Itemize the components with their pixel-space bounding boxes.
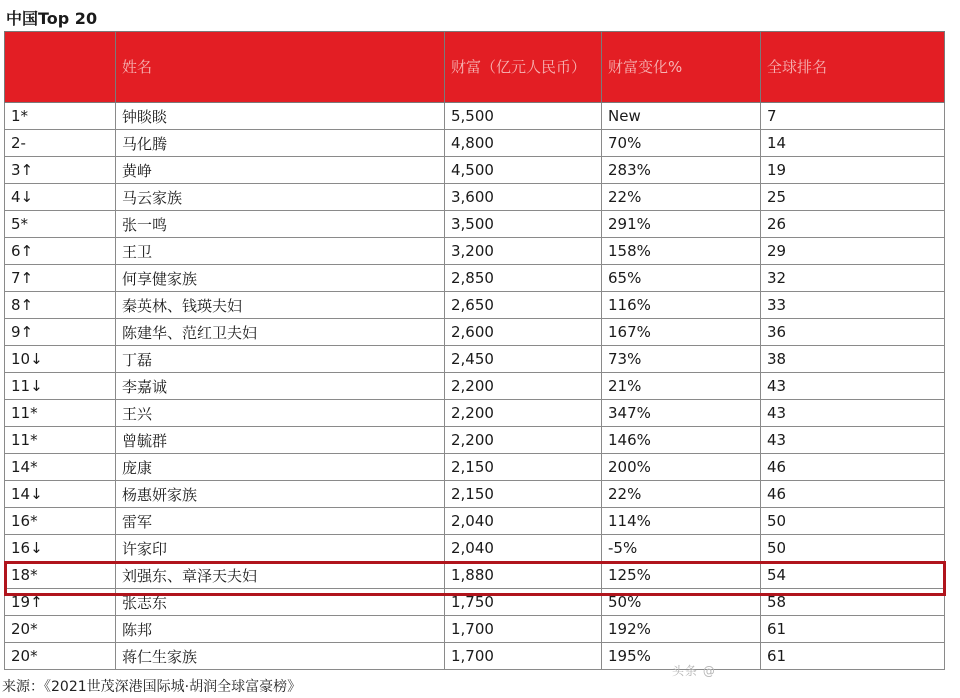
cell-rank: 6↑ (5, 238, 116, 265)
header-name: 姓名 (116, 32, 445, 103)
rich-list-table (4, 31, 945, 670)
cell-wealth-change: 114% (602, 508, 761, 535)
table-row (5, 589, 945, 616)
cell-name: 王兴 (116, 400, 445, 427)
watermark: 头条 @ (672, 664, 716, 678)
cell-wealth-change: 70% (602, 130, 761, 157)
cell-wealth-change: 195% (602, 643, 761, 670)
cell-rank: 10↓ (5, 346, 116, 373)
source-note: 来源：《2021世茂深港国际城·胡润全球富豪榜》 (2, 679, 302, 695)
table-row (5, 157, 945, 184)
table-title: 中国Top 20 (6, 9, 98, 28)
cell-rank: 20* (5, 616, 116, 643)
cell-wealth: 2,040 (445, 508, 602, 535)
cell-name: 庞康 (116, 454, 445, 481)
cell-wealth-change: 192% (602, 616, 761, 643)
cell-global-rank: 50 (761, 535, 945, 562)
cell-name: 张志东 (116, 589, 445, 616)
cell-name: 张一鸣 (116, 211, 445, 238)
table-row (5, 346, 945, 373)
cell-rank: 14↓ (5, 481, 116, 508)
cell-name: 陈建华、范红卫夫妇 (116, 319, 445, 346)
cell-name: 何享健家族 (116, 265, 445, 292)
cell-wealth: 4,800 (445, 130, 602, 157)
cell-name: 曾毓群 (116, 427, 445, 454)
cell-name: 李嘉诚 (116, 373, 445, 400)
cell-name: 陈邦 (116, 616, 445, 643)
cell-rank: 16↓ (5, 535, 116, 562)
cell-name: 黄峥 (116, 157, 445, 184)
cell-global-rank: 26 (761, 211, 945, 238)
table-row (5, 508, 945, 535)
cell-global-rank: 46 (761, 454, 945, 481)
cell-rank: 4↓ (5, 184, 116, 211)
cell-wealth: 2,150 (445, 454, 602, 481)
cell-wealth: 1,880 (445, 562, 602, 589)
table-row (5, 481, 945, 508)
header-row (5, 32, 945, 103)
cell-name: 刘强东、章泽天夫妇 (116, 562, 445, 589)
cell-global-rank: 54 (761, 562, 945, 589)
cell-wealth: 2,150 (445, 481, 602, 508)
cell-wealth: 1,700 (445, 616, 602, 643)
table-row (5, 211, 945, 238)
cell-global-rank: 25 (761, 184, 945, 211)
cell-rank: 14* (5, 454, 116, 481)
cell-global-rank: 38 (761, 346, 945, 373)
cell-global-rank: 36 (761, 319, 945, 346)
cell-global-rank: 19 (761, 157, 945, 184)
cell-wealth: 2,600 (445, 319, 602, 346)
cell-global-rank: 43 (761, 427, 945, 454)
cell-wealth-change: 73% (602, 346, 761, 373)
cell-wealth-change: 65% (602, 265, 761, 292)
cell-rank: 9↑ (5, 319, 116, 346)
cell-name: 钟睒睒 (116, 103, 445, 130)
cell-wealth: 2,040 (445, 535, 602, 562)
cell-global-rank: 46 (761, 481, 945, 508)
cell-wealth: 1,750 (445, 589, 602, 616)
cell-name: 杨惠妍家族 (116, 481, 445, 508)
cell-name: 雷军 (116, 508, 445, 535)
cell-wealth-change: 50% (602, 589, 761, 616)
cell-name: 秦英林、钱瑛夫妇 (116, 292, 445, 319)
cell-rank: 11* (5, 400, 116, 427)
cell-rank: 3↑ (5, 157, 116, 184)
cell-rank: 2- (5, 130, 116, 157)
cell-rank: 20* (5, 643, 116, 670)
cell-wealth: 5,500 (445, 103, 602, 130)
cell-wealth: 3,600 (445, 184, 602, 211)
cell-rank: 19↑ (5, 589, 116, 616)
cell-name: 蒋仁生家族 (116, 643, 445, 670)
cell-wealth: 4,500 (445, 157, 602, 184)
header-wealth-change: 财富变化% (602, 32, 761, 103)
cell-rank: 8↑ (5, 292, 116, 319)
cell-wealth: 2,850 (445, 265, 602, 292)
cell-rank: 18* (5, 562, 116, 589)
cell-rank: 1* (5, 103, 116, 130)
table-row (5, 427, 945, 454)
table-row (5, 292, 945, 319)
cell-wealth: 2,200 (445, 373, 602, 400)
header-rank (5, 32, 116, 103)
cell-rank: 11* (5, 427, 116, 454)
cell-name: 马云家族 (116, 184, 445, 211)
cell-wealth-change: 21% (602, 373, 761, 400)
cell-wealth-change: 116% (602, 292, 761, 319)
cell-wealth: 2,200 (445, 427, 602, 454)
cell-global-rank: 7 (761, 103, 945, 130)
table-row (5, 265, 945, 292)
cell-wealth: 2,200 (445, 400, 602, 427)
cell-global-rank: 61 (761, 616, 945, 643)
table-row (5, 535, 945, 562)
table-row (5, 103, 945, 130)
cell-name: 王卫 (116, 238, 445, 265)
cell-name: 许家印 (116, 535, 445, 562)
header-wealth: 财富（亿元人民币） (445, 32, 602, 103)
cell-rank: 5* (5, 211, 116, 238)
cell-wealth: 3,200 (445, 238, 602, 265)
cell-wealth: 2,650 (445, 292, 602, 319)
cell-wealth-change: 200% (602, 454, 761, 481)
table-row (5, 562, 945, 589)
table-row (5, 400, 945, 427)
cell-wealth-change: 283% (602, 157, 761, 184)
cell-wealth-change: 291% (602, 211, 761, 238)
table-row (5, 184, 945, 211)
cell-wealth-change: 146% (602, 427, 761, 454)
table-row (5, 643, 945, 670)
table-row (5, 319, 945, 346)
table-row (5, 373, 945, 400)
cell-wealth-change: 158% (602, 238, 761, 265)
table-row (5, 454, 945, 481)
cell-rank: 11↓ (5, 373, 116, 400)
cell-global-rank: 29 (761, 238, 945, 265)
cell-global-rank: 33 (761, 292, 945, 319)
table-row (5, 616, 945, 643)
cell-wealth-change: New (602, 103, 761, 130)
header-global-rank: 全球排名 (761, 32, 945, 103)
cell-name: 丁磊 (116, 346, 445, 373)
cell-wealth: 3,500 (445, 211, 602, 238)
cell-wealth-change: -5% (602, 535, 761, 562)
cell-global-rank: 14 (761, 130, 945, 157)
cell-name: 马化腾 (116, 130, 445, 157)
cell-wealth-change: 125% (602, 562, 761, 589)
cell-global-rank: 43 (761, 373, 945, 400)
cell-global-rank: 32 (761, 265, 945, 292)
cell-global-rank: 43 (761, 400, 945, 427)
cell-wealth: 1,700 (445, 643, 602, 670)
cell-rank: 7↑ (5, 265, 116, 292)
table-row (5, 238, 945, 265)
cell-wealth-change: 22% (602, 481, 761, 508)
cell-wealth-change: 22% (602, 184, 761, 211)
cell-rank: 16* (5, 508, 116, 535)
cell-wealth: 2,450 (445, 346, 602, 373)
cell-global-rank: 61 (761, 643, 945, 670)
cell-global-rank: 58 (761, 589, 945, 616)
cell-wealth-change: 347% (602, 400, 761, 427)
cell-wealth-change: 167% (602, 319, 761, 346)
table-row (5, 130, 945, 157)
cell-global-rank: 50 (761, 508, 945, 535)
